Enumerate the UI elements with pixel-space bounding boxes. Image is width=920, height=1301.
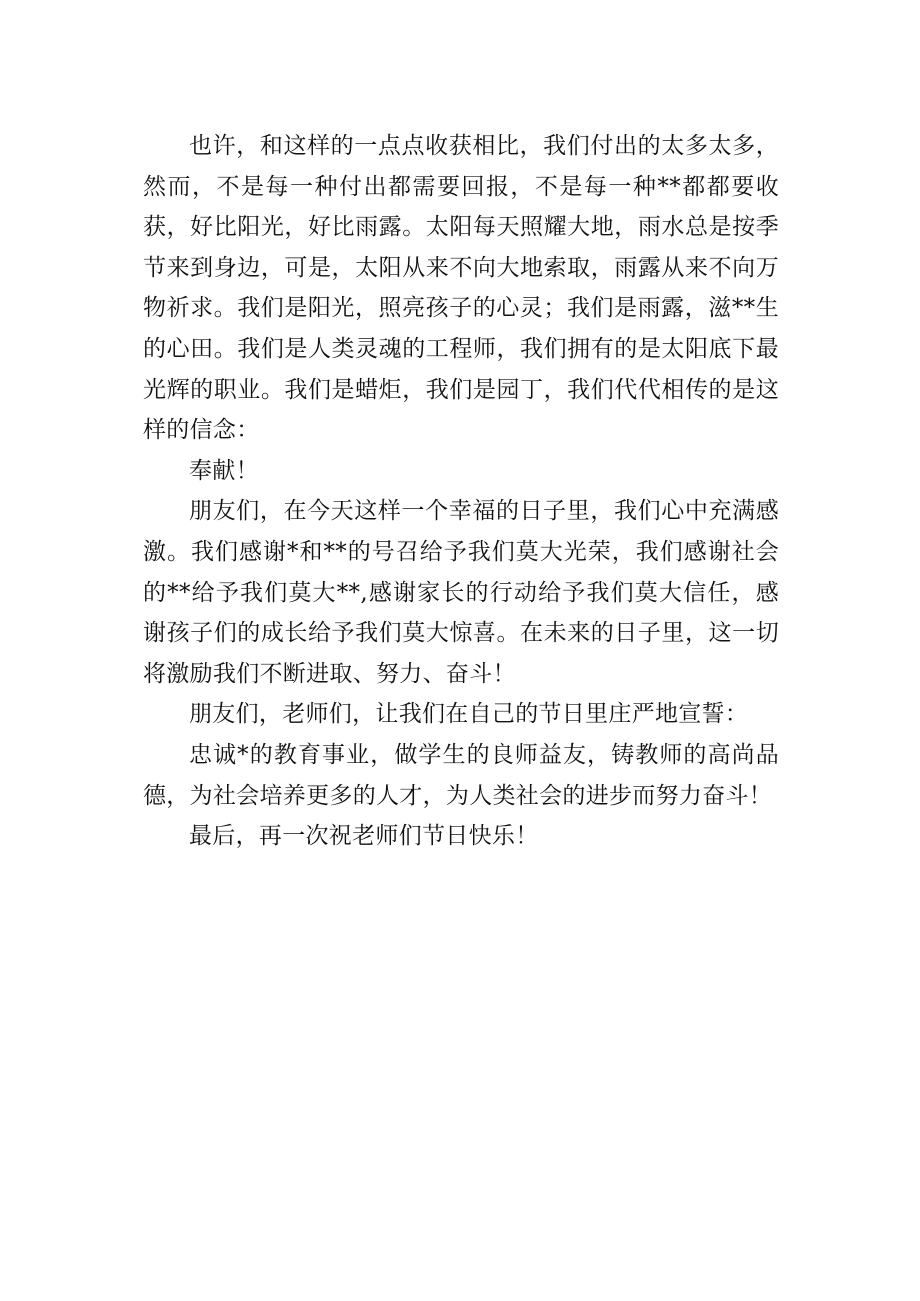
- paragraph: 最后，再一次祝老师们节日快乐！: [189, 823, 539, 850]
- document-body: [143, 126, 779, 857]
- paragraph: 忠诚*的教育事业，做学生的良师益友，铸教师的高尚品德，为社会培养更多的人才，为人类社会的进步而努力奋斗！: [143, 741, 779, 809]
- paragraph: 奉献！: [189, 457, 259, 484]
- paragraph: 朋友们，老师们，让我们在自己的节日里庄严地宣誓：: [189, 701, 749, 728]
- paragraph: 朋友们，在今天这样一个幸福的日子里，我们心中充满感激。我们感谢*和**的号召给予我们莫大光荣，我们感谢社会的**给予我们莫大**,感谢家长的行动给予我们莫大信任，感谢孩子们的成长给予我们莫大惊喜。在未来的日子里，这一切将激励我们不断进取、努力、奋斗！: [143, 498, 779, 687]
- paragraph: 也许，和这样的一点点收获相比，我们付出的太多太多，然而，不是每一种付出都需要回报，不是每一种**都都要收获，好比阳光，好比雨露。太阳每天照耀大地，雨水总是按季节来到身边，可是，太阳从来不向大地索取，雨露从来不向万物祈求。我们是阳光，照亮孩子的心灵；我们是雨露，滋**生的心田。我们是人类灵魂的工程师，我们拥有的是太阳底下最光辉的职业。我们是蜡炬，我们是园丁，我们代代相传的是这样的信念：: [143, 133, 779, 444]
